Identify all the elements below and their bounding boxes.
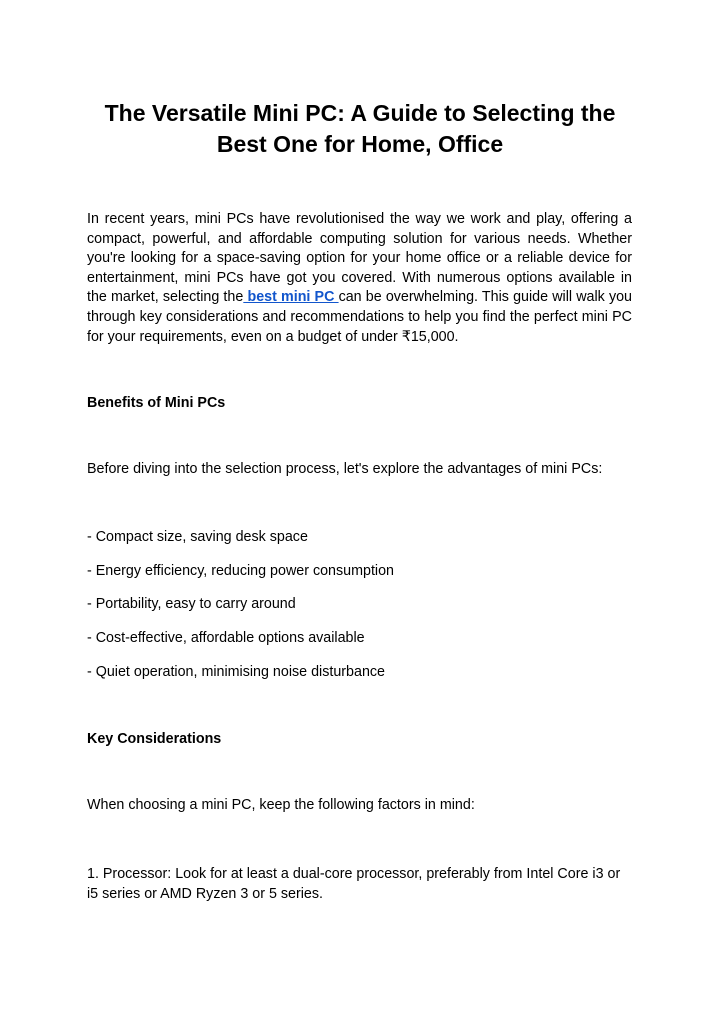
benefits-intro: Before diving into the selection process, let's explore the advantages of mini PCs: <box>87 461 603 477</box>
benefit-item-quiet-operation: - Quiet operation, minimising noise disturbance <box>87 664 386 680</box>
benefits-heading: Benefits of Mini PCs <box>87 395 226 411</box>
page-title <box>60 98 660 160</box>
page-title-line-1: The Versatile Mini PC: A Guide to Selecting the <box>104 100 616 126</box>
considerations-intro: When choosing a mini PC, keep the following factors in mind: <box>87 797 475 813</box>
benefit-item-energy-efficiency: - Energy efficiency, reducing power consumption <box>87 563 395 579</box>
intro-text-after-link: can be overwhelming. This guide will walk you through key considerations and recommendations to help you find the perfect mini PC for your requirements, even on a budget of under ₹15,000. <box>87 289 633 345</box>
key-considerations-heading: Key Considerations <box>87 731 222 747</box>
benefit-item-cost-effective: - Cost-effective, affordable options available <box>87 630 365 646</box>
best-mini-pc-link[interactable]: best mini PC <box>243 289 339 306</box>
benefit-item-compact-size: - Compact size, saving desk space <box>87 529 308 545</box>
intro-paragraph <box>87 210 632 347</box>
consideration-item-processor: 1. Processor: Look for at least a dual-core processor, preferably from Intel Core i3 or i5 series or AMD Ryzen 3 or 5 series. <box>87 866 621 902</box>
intro-text-before-link: In recent years, mini PCs have revolutionised the way we work and play, offering a compact, powerful, and affordable computing solution for various needs. Whether you're looking for a space-saving option for your home office or a reliable device for entertainment, mini PCs have got you covered. With numerous options available in the market, selecting the <box>87 211 632 306</box>
page-title-line-2: Best One for Home, Office <box>216 131 504 157</box>
benefit-item-portability: - Portability, easy to carry around <box>87 596 296 612</box>
